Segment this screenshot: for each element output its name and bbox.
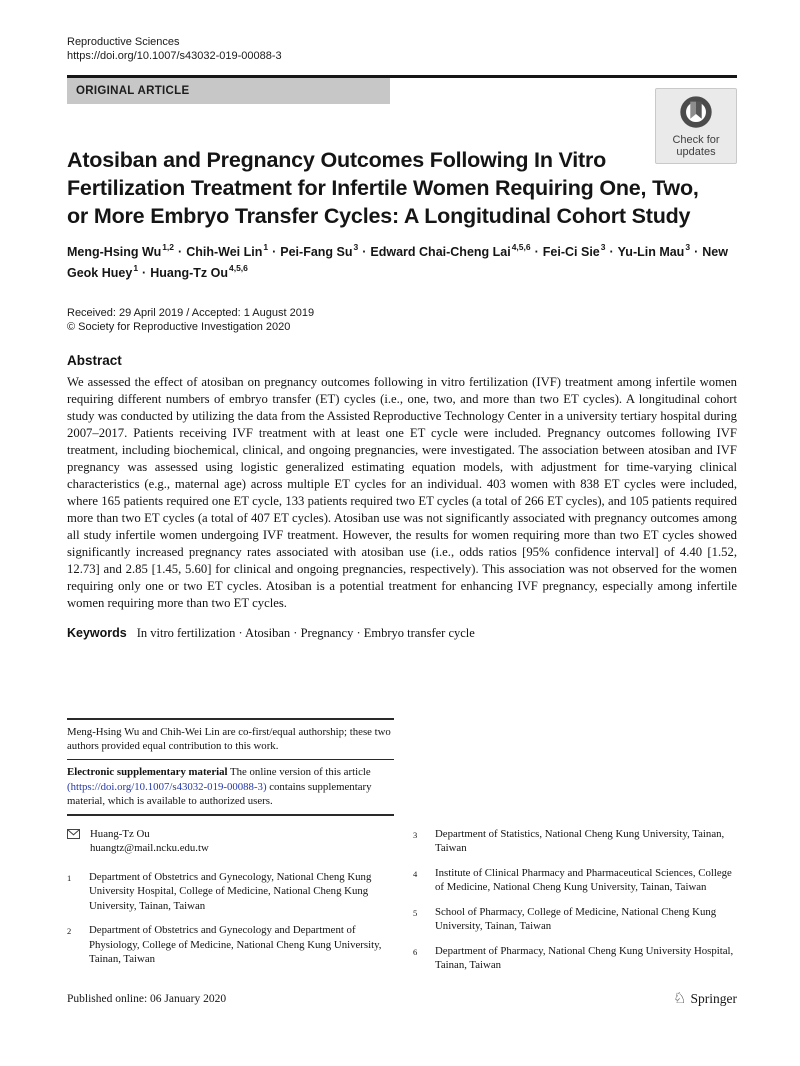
affiliations-columns [67, 827, 737, 983]
affiliation-item [413, 944, 737, 973]
affiliation-number: 2 [67, 926, 72, 937]
badge-text-line-1: Check for [672, 133, 720, 146]
abstract-heading: Abstract [67, 353, 122, 369]
springer-wordmark: Springer [690, 991, 737, 1006]
journal-header [67, 36, 737, 63]
affiliations-right-column [413, 827, 737, 983]
author: Edward Chai-Cheng Lai$^{4,5,6}$ [370, 242, 531, 260]
author-separator: · [142, 266, 147, 281]
journal-doi: https://doi.org/10.1007/s43032-019-00088-3 [67, 49, 282, 62]
author-separator: · [534, 245, 539, 260]
author: Fei-Ci Sie$^3$ [542, 242, 606, 260]
journal-name: Reproductive Sciences [67, 36, 180, 48]
check-updates-bookmark-icon [677, 94, 715, 132]
affiliation-item [413, 827, 737, 856]
springer-logo [673, 991, 737, 1007]
affiliation-item [413, 866, 737, 895]
author: Meng-Hsing Wu$^{1,2}$ [67, 242, 175, 260]
affiliation-item [67, 923, 391, 967]
check-for-updates-badge[interactable] [655, 88, 737, 164]
esm-doi-link[interactable]: (https://doi.org/10.1007/s43032-019-00088-3) [67, 780, 267, 793]
article-type-label: ORIGINAL ARTICLE [76, 85, 190, 97]
author-list [67, 240, 737, 282]
author: New Geok Huey$^1$ [67, 245, 728, 281]
keywords-values: In vitro fertilization · Atosiban · Pregnancy · Embryo transfer cycle [136, 626, 475, 641]
esm-text-before-link: The online version of this article [227, 766, 371, 779]
corresponding-author-name: Huang-Tz Ou [90, 827, 150, 840]
affiliation-text: School of Pharmacy, College of Medicine, National Cheng Kung University, Tainan, Taiwan [435, 905, 717, 933]
article-title [67, 146, 737, 230]
footnote-rule-top [67, 718, 394, 720]
affiliation-number: 4 [413, 868, 418, 879]
received-accepted-line: Received: 29 April 2019 / Accepted: 1 August 2019 [67, 307, 315, 320]
affiliation-text: Department of Obstetrics and Gynecology, National Cheng Kung University Hospital, College of Medicine, National Cheng Kung University, Tainan, Taiwan [89, 870, 372, 912]
esm-text-after-link: contains supplementary material, which is available to authorized users. [67, 780, 372, 807]
springer-horse-icon: ♘ [673, 990, 687, 1007]
article-type-banner [67, 78, 390, 104]
esm-note [67, 765, 394, 808]
affiliation-number: 5 [413, 907, 418, 918]
email-envelope-icon [67, 827, 80, 856]
esm-label: Electronic supplementary material [67, 766, 228, 779]
first-page-footnote-area [67, 718, 737, 983]
equal-authorship-note: Meng-Hsing Wu and Chih-Wei Lin are co-first/equal authorship; these two authors provided equal contribution to this work. [67, 725, 391, 752]
affiliation-text: Department of Pharmacy, National Cheng Kung University Hospital, Tainan, Taiwan [435, 944, 734, 972]
footnote-rule-bottom [67, 814, 394, 816]
footnote-box [67, 718, 394, 816]
affiliation-text: Department of Statistics, National Cheng Kung University, Tainan, Taiwan [435, 827, 725, 855]
abstract-text: We assessed the effect of atosiban on pregnancy outcomes following in vitro fertilization (IVF) treatment among infertile women requiring different numbers of embryo transfer (ET) cycles (i.e., one, two, and more than two ET cycles). A longitudinal cohort study was conducted by utilizing the data from the Assisted Reproductive Technology Center in a university tertiary hospital during 2007–2017. Patients receiving IVF treatment with at least one ET cycle were included. Pregnancy outcomes following IVF treatment, including biochemical, clinical, and ongoing pregnancies, were investigated. The association between atosiban and IVF pregnancy was assessed using logistic generalized estimating equation models, with adjustment for time-varying clinical characteristics (e.g., maternal age) across multiple ET cycles for an individual. 403 women with 838 ET cycles were included, where 165 patients required one ET cycle, 133 patients required two ET cycles (a total of 266 ET cycles), and 105 patients required more than two ET cycles (a total of 407 ET cycles). Atosiban use was not significantly associated with pregnancy outcomes among all study infertile women undergoing IVF treatment. However, the results for women requiring more than two ET cycles showed significantly increased pregnancy rates associated with atosiban use (i.e., odds ratios [95% confidence interval] of 4.40 [1.52, 12.73] and 2.85 [1.45, 5.60] for clinical and ongoing pregnancies, respectively). This association was not observed for the women requiring only one or two ET cycles. Atosiban is a potential treatment for enhancing IVF pregnancy, especially among infertile women requiring more than two ET cycles. [67, 375, 737, 611]
affiliation-text: Department of Obstetrics and Gynecology and Department of Physiology, College of Medicine, National Cheng Kung University, Tainan, Taiwan [89, 924, 382, 966]
affiliation-number: 6 [413, 946, 418, 957]
corresponding-author-email[interactable]: huangtz@mail.ncku.edu.tw [90, 842, 209, 855]
keywords-label: Keywords [67, 626, 127, 641]
author-separator: · [178, 245, 183, 260]
author: Chih-Wei Lin$^1$ [186, 242, 269, 260]
author: Huang-Tz Ou$^{4,5,6}$ [150, 263, 248, 281]
author-separator: · [272, 245, 277, 260]
title-line-1: Atosiban and Pregnancy Outcomes Following In Vitro [67, 148, 607, 172]
footnote-rule-middle [67, 759, 394, 761]
author-separator: · [694, 245, 699, 260]
article-dates [67, 307, 737, 334]
affiliation-number: 1 [67, 872, 72, 883]
author-separator: · [609, 245, 614, 260]
badge-text-line-2: updates [676, 146, 716, 158]
affiliation-number: 3 [413, 829, 418, 840]
affiliation-item [67, 870, 391, 914]
published-online-line: Published online: 06 January 2020 [67, 993, 227, 1005]
title-line-2: Fertilization Treatment for Infertile Women Requiring One, Two, [67, 176, 699, 200]
author-separator: · [362, 245, 367, 260]
correspondence-block [67, 827, 391, 856]
page-footer [67, 991, 737, 1007]
author: Pei-Fang Su$^3$ [280, 242, 359, 260]
keywords-line [67, 626, 737, 641]
author: Yu-Lin Mau$^3$ [617, 242, 691, 260]
affiliation-item [413, 905, 737, 934]
copyright-line: © Society for Reproductive Investigation 2020 [67, 320, 291, 333]
title-line-3: or More Embryo Transfer Cycles: A Longitudinal Cohort Study [67, 204, 691, 228]
affiliation-text: Institute of Clinical Pharmacy and Pharmaceutical Sciences, College of Medicine, National Cheng Kung University, Tainan, Taiwan [435, 866, 732, 894]
affiliations-left-column [67, 827, 391, 983]
